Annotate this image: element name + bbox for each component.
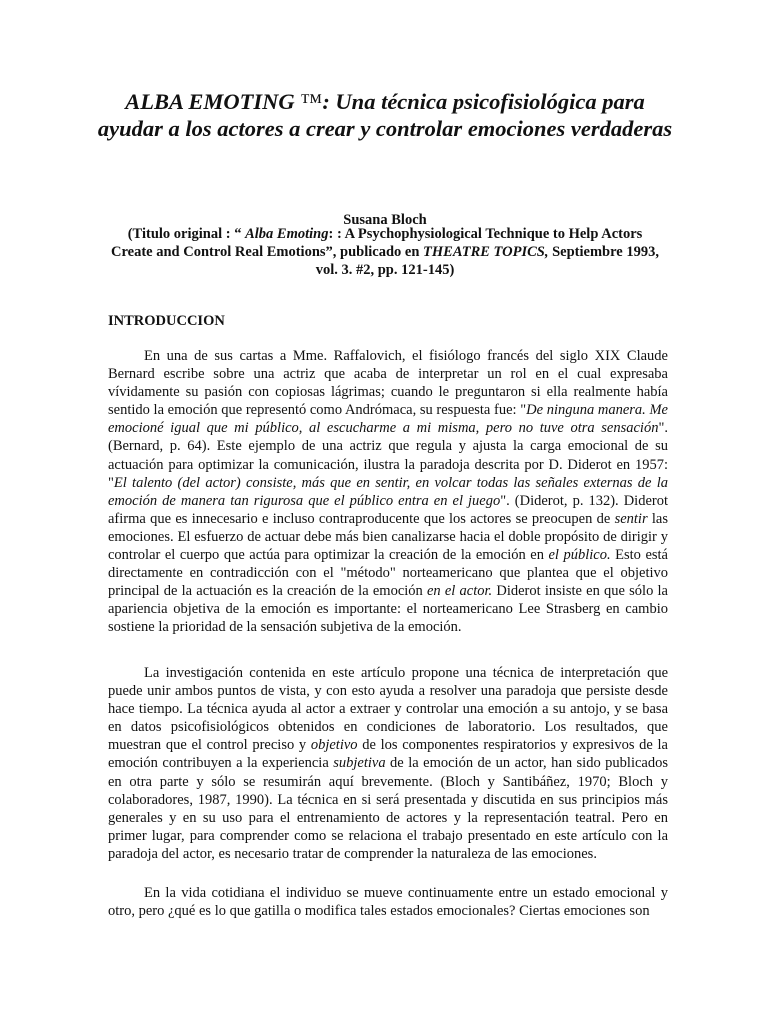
text-segment: En una de sus cartas a Mme. Raffalovich, el fisiólogo francés del siglo XIX Claude Bernard escribe sobre una actriz que acaba de interpretar un rol en el cual expresaba vívidamente su pasión con copiosas lágrimas; cuando le preguntaron si ella realmente había sentido la emoción que representó como Andrómaca, su respuesta fue: " (108, 348, 668, 419)
title-part-2: : Una técnica psicofisiológica para ayudar a los actores a crear y controlar emociones verdaderas (97, 89, 673, 141)
title-part-1: ALBA EMOTING (125, 89, 301, 114)
journal-name: THEATRE TOPICS, (423, 244, 549, 260)
original-title-italic: Alba Emoting (245, 226, 329, 242)
section-heading: INTRODUCCION (108, 313, 225, 329)
emphasis-segment: el público. (548, 547, 611, 564)
author-name: Susana Bloch (343, 212, 427, 228)
body-paragraph (108, 347, 668, 637)
quote-segment: De ninguna manera. Me emocioné igual que mi público, al escucharme a mi misma, pero no tuve otra sensación (108, 402, 668, 437)
quote-segment: El talento (del actor) consiste, más que en sentir, en volcar todas las señales externas de la emoción de manera tan rigurosa que el público entra en el juego (108, 474, 668, 509)
original-title-text: (Titulo original : “ (127, 226, 246, 242)
emphasis-segment: objetivo (310, 737, 358, 754)
emphasis-segment: sentir (614, 510, 648, 527)
text-segment: de los componentes respiratorios y expresivos de la emoción contribuyen a la experiencia (108, 737, 668, 772)
text-segment: En la vida cotidiana el individuo se mueve continuamente entre un estado emocional y otro, pero ¿qué es lo que gatilla o modifica tales estados emocionales? Ciertas emociones son (108, 885, 668, 920)
body-paragraph (108, 884, 668, 920)
publication-details: Septiembre 1993, vol. 3. #2, pp. 121-145) (315, 244, 659, 278)
emphasis-segment: en el actor. (426, 583, 493, 600)
original-title-note (110, 225, 660, 279)
text-segment: las emociones. El esfuerzo de actuar debe más bien canalizarse hacia el doble propósito de dirigir y controlar el cuerpo que actúa para optimizar la creación de la emoción en (108, 510, 668, 564)
text-segment: ". (Bernard, p. 64). Este ejemplo de una actriz que regula y ajusta la carga emocional de su actuación para optimizar la comunicación, ilustra la paradoja descrita por D. Diderot en 1957: " (108, 420, 668, 491)
text-segment: ". (Diderot, p. 132). Diderot afirma que es innecesario e incluso contraproducente que los actores se preocupen de (108, 492, 668, 527)
original-title-text: : : A Psychophysiological Technique to Help Actors Create and Control Real Emotions”, publicado en (111, 226, 643, 260)
text-segment: Diderot insiste en que sólo la apariencia objetiva de la emoción es importante: el norteamericano Lee Strasberg en cambio sostiene la prioridad de la sensación subjetiva de la emoción. (108, 583, 668, 636)
document-title (90, 88, 680, 142)
text-segment: Esto está directamente en contradicción con el "método" norteamericano que plantea que el objetivo principal de la actuación es la creación de la emoción (108, 547, 668, 600)
text-segment: de la emoción de un actor, han sido publicados en otra parte y sólo se resumirán aquí brevemente. (Bloch y Santibáñez, 1970; Bloch y colaboradores, 1987, 1990). La técnica en si será presentada y discutida en sus principios más generales y en su uso para el entrenamiento de actores y la representación teatral. Pero en primer lugar, para comprender como se relaciona el trabajo presentado en este artículo con la paradoja del actor, es necesario tratar de comprender la naturaleza de las emociones. (108, 755, 668, 862)
body-paragraph (108, 664, 668, 863)
emphasis-segment: subjetiva (333, 755, 386, 772)
text-segment: La investigación contenida en este artículo propone una técnica de interpretación que puede unir ambos puntos de vista, y con esto ayuda a resolver una paradoja que persiste desde hace tiempo. La técnica ayuda al actor a extraer y controlar una emoción a su antojo, y se basa en datos psicofisiológicos obtenidos en condiciones de laboratorio. Los resultados, que muestran que el control preciso y (108, 665, 668, 754)
trademark-symbol: ™ (300, 89, 323, 114)
